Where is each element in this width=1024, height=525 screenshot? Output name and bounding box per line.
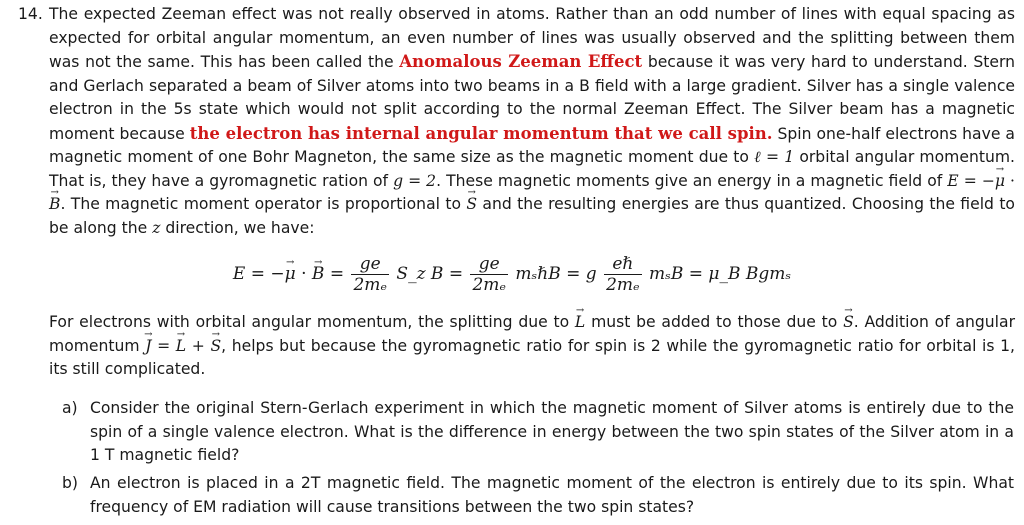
math-L-vector: → L bbox=[575, 311, 585, 335]
intro-text-3: Spin one-half electrons have a magnetic moment of one Bohr Magneton, the same size as the magnetic moment due to bbox=[49, 124, 1015, 166]
intro-text-1: The expected Zeeman effect was not really observed in atoms. Rather than an odd number of lines with equal spacing as expected for orbital angular momentum, an even number of lines was usually observed and the splitting between them was not the same. This has been called the bbox=[49, 5, 1015, 71]
subquestion-text: Consider the original Stern-Gerlach experiment in which the magnetic moment of Silver atoms is entirely due to the spin of a single valence electron. What is the difference in energy between the two spin states of the Silver atom in a 1 T magnetic field? bbox=[90, 399, 1014, 464]
intro-text-8: direction, we have: bbox=[165, 218, 315, 237]
math-S-vector: → S bbox=[843, 311, 854, 335]
fraction-ge-over-2me-2: $\frac{ge}{\text{2mₑ}}$ bbox=[472, 254, 507, 295]
subquestion-label: b) bbox=[62, 474, 78, 492]
zeeman-energy-equation: E = −→ μ · → B = $\frac{ge}{\text{2mₑ}}$ S_z B = $\frac{ge}{\text{2mₑ}}$ mₛℏB = g $\frac{\text{eℏ}}{\text{2mₑ}}$ mₛB = μ_B Bgmₛ bbox=[0, 254, 1024, 295]
math-z: z bbox=[152, 218, 161, 237]
question-intro bbox=[49, 3, 1015, 240]
subquestion-label: a) bbox=[62, 399, 78, 417]
spin-emphasis: the electron has internal angular momentum that we call spin. bbox=[189, 123, 773, 143]
math-spin-vector: → S bbox=[466, 193, 477, 217]
question-number: 14. bbox=[18, 5, 43, 23]
fraction-ehbar-over-2me: $\frac{\text{eℏ}}{\text{2mₑ}}$ bbox=[606, 254, 640, 295]
intro-text-5: . These magnetic moments give an energy in a magnetic field of bbox=[436, 171, 943, 190]
intro-text-2: because it was very hard to understand. Stern and Gerlach separated a beam of Silver atoms into two beams in a B field with a large gradient. Silver has a single valence electron in the 5s state which would not split according to the normal Zeeman Effect. The Silver beam has a magnetic moment because bbox=[49, 53, 1015, 143]
intro-text-7: and the resulting energies are thus quantized. Choosing the field to be along the bbox=[49, 195, 1015, 237]
orbital-paragraph: For electrons with orbital angular momentum, the splitting due to → L must be added to those due to → S. Addition of angular momentum → J = → L + → S, helps but because the gyromagnetic ratio for spin is 2 while the gyromagnetic ratio for orbital is 1, its still complicated. bbox=[49, 311, 1015, 382]
fraction-ge-over-2me: $\frac{ge}{\text{2mₑ}}$ bbox=[353, 254, 388, 295]
math-l-equals-1: ℓ = 1 bbox=[754, 148, 795, 166]
intro-text-4: orbital angular momentum. That is, they have a gyromagnetic ration of bbox=[49, 148, 1015, 190]
math-g-equals-2: g = 2 bbox=[393, 171, 437, 190]
math-energy-expression: E = −→ μ · → B bbox=[49, 172, 1015, 214]
anomalous-zeeman-emphasis: Anomalous Zeeman Effect bbox=[399, 52, 643, 71]
intro-text-6: . The magnetic moment operator is proportional to bbox=[60, 195, 461, 213]
subquestion-text: An electron is placed in a 2T magnetic field. The magnetic moment of the electron is entirely due to its spin. What frequency of EM radiation will cause transitions between the two spin states? bbox=[90, 474, 1014, 516]
math-J-sum: → J = → L + → S bbox=[145, 337, 221, 355]
